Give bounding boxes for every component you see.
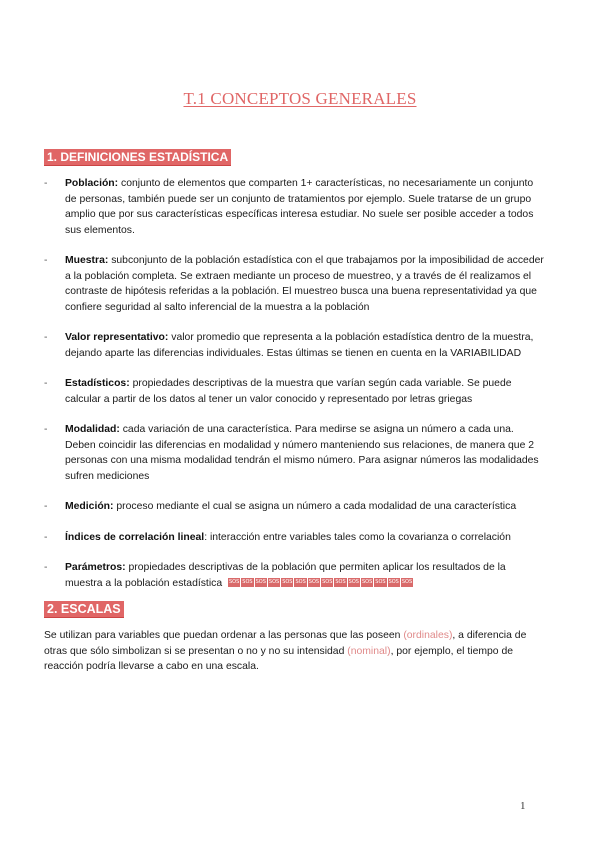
sos-sticker: SOS	[242, 579, 253, 586]
sos-sticker: SOS	[295, 579, 306, 586]
bullet: -	[44, 531, 48, 543]
paragraph-text: , por ejemplo, el tiempo de reacción podría llevarse a cabo en una escala.	[44, 645, 514, 672]
escalas-paragraph	[44, 628, 544, 675]
paragraph-text: Se utilizan para variables que puedan ordenar a las personas que las poseen	[44, 630, 404, 641]
sos-sticker: SOS	[335, 579, 346, 586]
section-heading-definiciones	[44, 150, 231, 164]
sos-sticker: SOS	[255, 579, 266, 586]
list-item	[44, 330, 544, 361]
highlight-nominal: (nominal)	[347, 645, 391, 657]
term-label: Población:	[65, 178, 119, 189]
sos-sticker: SOS	[361, 579, 373, 586]
sos-sticker: SOS	[348, 579, 359, 586]
list-item	[44, 499, 544, 515]
bullet: -	[44, 501, 48, 512]
term-label: Parámetros:	[65, 562, 126, 573]
sos-sticker: SOS	[401, 579, 413, 586]
definition-text: : interacción entre variables tales como la covarianza o correlación	[204, 531, 511, 543]
sos-sticker: SOS	[229, 579, 240, 586]
definition-text: subconjunto de la población estadística con el que trabajamos por la imposibilidad de acceder a la población completa. Se extraen mediante un proceso de muestreo, y a través de él realizamos el contraste de hipótesis referidas a la población. El muestreo busca una buena representatividad ya que confiere seguridad al salto inferencial de la muestra a la población	[65, 255, 544, 313]
sos-sticker: SOS	[308, 579, 320, 586]
bullet: -	[44, 332, 48, 343]
definition-text: cada variación de una característica. Para medirse se asigna un número a cada una. Deben coincidir las diferencias en modalidad y número manteniendo sus relaciones, de manera que 2 personas con una misma modalidad tendrán el mismo número. Para asignar números las modalidades sufren mediciones	[65, 424, 539, 482]
term-label: Medición:	[65, 501, 114, 512]
bullet: -	[44, 378, 48, 389]
list-item	[44, 422, 544, 484]
section-heading-label: 1. DEFINICIONES ESTADÍSTICA	[44, 149, 231, 166]
term-label: Estadísticos:	[65, 378, 130, 389]
sos-sticker: SOS	[322, 579, 333, 586]
term-label: Índices de correlación lineal	[65, 531, 205, 543]
bullet: -	[44, 178, 48, 189]
term-label: Modalidad:	[65, 424, 120, 435]
definition-text: conjunto de elementos que comparten 1+ características, no necesariamente un conjunto de personas, también puede ser un conjunto de tratamientos por ejemplo. Suele tratarse de un grupo amplio que por sus características específicas interesa estudiar. No suele ser posible acceder a todos sus elementos.	[65, 178, 534, 236]
sos-sticker: SOS	[375, 579, 386, 586]
list-item	[44, 530, 544, 546]
sos-sticker-row	[228, 578, 413, 587]
page-number: 1	[520, 800, 526, 812]
list-item	[44, 376, 544, 407]
definition-text: propiedades descriptivas de la población que permiten aplicar los resultados de la muestra a la población estadística	[65, 562, 506, 589]
term-label: Valor representativo:	[65, 332, 169, 343]
definition-text: proceso mediante el cual se asigna un número a cada modalidad de una característica	[113, 501, 517, 512]
definitions-list	[44, 176, 544, 606]
definition-text: valor promedio que representa a la población estadística dentro de la muestra, dejando aparte las diferencias individuales. Estas últimas se tienen en cuenta en la VARIABILIDAD	[65, 332, 534, 359]
bullet: -	[44, 562, 48, 573]
list-item	[44, 253, 544, 315]
list-item	[44, 176, 544, 238]
highlight-ordinales: (ordinales)	[403, 630, 453, 641]
bullet: -	[44, 255, 48, 266]
definition-text: propiedades descriptivas de la muestra que varían según cada variable. Se puede calcular a partir de los datos al tener un valor conocido y representado por letras griegas	[65, 378, 512, 405]
section-heading-label: 2. ESCALAS	[44, 601, 124, 618]
paragraph-text: , a diferencia de otras que sólo simbolizan si se presentan o no y no su intensidad	[44, 630, 527, 657]
sos-sticker: SOS	[282, 579, 293, 586]
term-label: Muestra:	[65, 255, 109, 266]
section-heading-escalas	[44, 602, 124, 616]
sos-sticker: SOS	[388, 579, 399, 586]
page-title: T.1 CONCEPTOS GENERALES	[183, 89, 417, 108]
list-item	[44, 560, 544, 591]
sos-sticker: SOS	[268, 579, 280, 586]
bullet: -	[44, 424, 48, 435]
